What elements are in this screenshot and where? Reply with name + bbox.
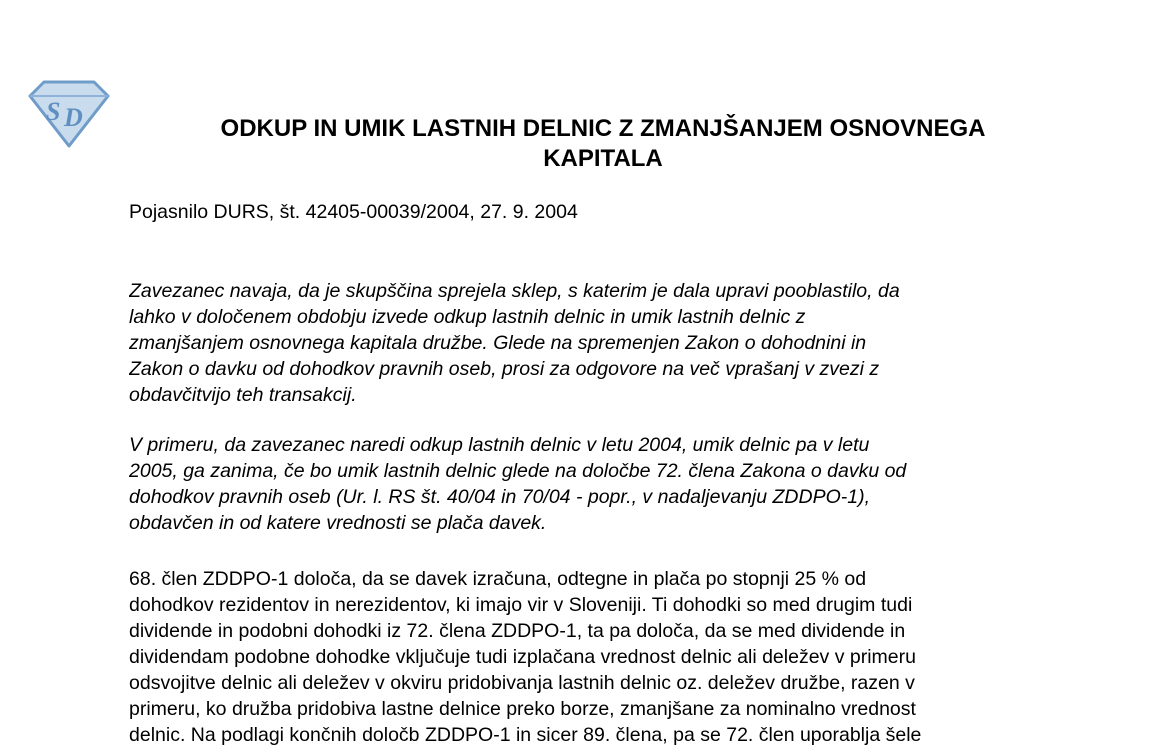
text-line: Zavezanec navaja, da je skupščina sprejela sklep, s katerim je dala upravi pooblastilo, da: [129, 280, 900, 302]
text-line: obdavčen in od katere vrednosti se plača davek.: [129, 512, 547, 534]
text-line: 2005, ga zanima, če bo umik lastnih delnic glede na določbe 72. člena Zakona o davku od: [129, 460, 907, 482]
text-line: lahko v določenem obdobju izvede odkup lastnih delnic in umik lastnih delnic z: [129, 306, 806, 328]
text-line: dohodkov rezidentov in nerezidentov, ki imajo vir v Sloveniji. Ti dohodki so med drugim tudi: [129, 594, 913, 616]
document-title: [150, 114, 1056, 174]
title-line: KAPITALA: [543, 145, 663, 172]
paragraph-question: [129, 278, 1074, 408]
company-logo: [26, 78, 112, 150]
paragraph-answer: [129, 566, 1074, 748]
title-line: ODKUP IN UMIK LASTNIH DELNIC Z ZMANJŠANJEM OSNOVNEGA: [220, 115, 986, 142]
reference-line: Pojasnilo DURS, št. 42405-00039/2004, 27. 9. 2004: [129, 201, 578, 223]
text-line: 68. člen ZDDPO-1 določa, da se davek izračuna, odtegne in plača po stopnji 25 % od: [129, 568, 867, 590]
paragraph-example: [129, 432, 1074, 536]
text-line: primeru, ko družba pridobiva lastne delnice preko borze, zmanjšane za nominalno vrednost: [129, 698, 916, 720]
text-line: dividende in podobni dohodki iz 72. člena ZDDPO-1, ta pa določa, da se med dividende in: [129, 620, 906, 642]
svg-text:S: S: [46, 97, 61, 126]
text-line: obdavčitvijo teh transakcij.: [129, 384, 357, 406]
text-line: dohodkov pravnih oseb (Ur. l. RS št. 40/04 in 70/04 - popr., v nadaljevanju ZDDPO-1),: [129, 486, 871, 508]
text-line: dividendam podobne dohodke vključuje tudi izplačana vrednost delnic ali deležev v primeru: [129, 646, 916, 668]
text-line: Zakon o davku od dohodkov pravnih oseb, prosi za odgovore na več vprašanj v zvezi z: [129, 358, 880, 380]
text-line: delnic. Na podlagi končnih določb ZDDPO-1 in sicer 89. člena, pa se 72. člen uporablja šele: [129, 724, 922, 746]
text-line: zmanjšanjem osnovnega kapitala družbe. Glede na spremenjen Zakon o dohodnini in: [129, 332, 867, 354]
text-line: odsvojitve delnic ali deležev v okviru pridobivanja lastnih delnic oz. deležev družbe, razen v: [129, 672, 915, 694]
text-line: V primeru, da zavezanec naredi odkup lastnih delnic v letu 2004, umik delnic pa v letu: [129, 434, 870, 456]
svg-text:D: D: [64, 103, 83, 132]
